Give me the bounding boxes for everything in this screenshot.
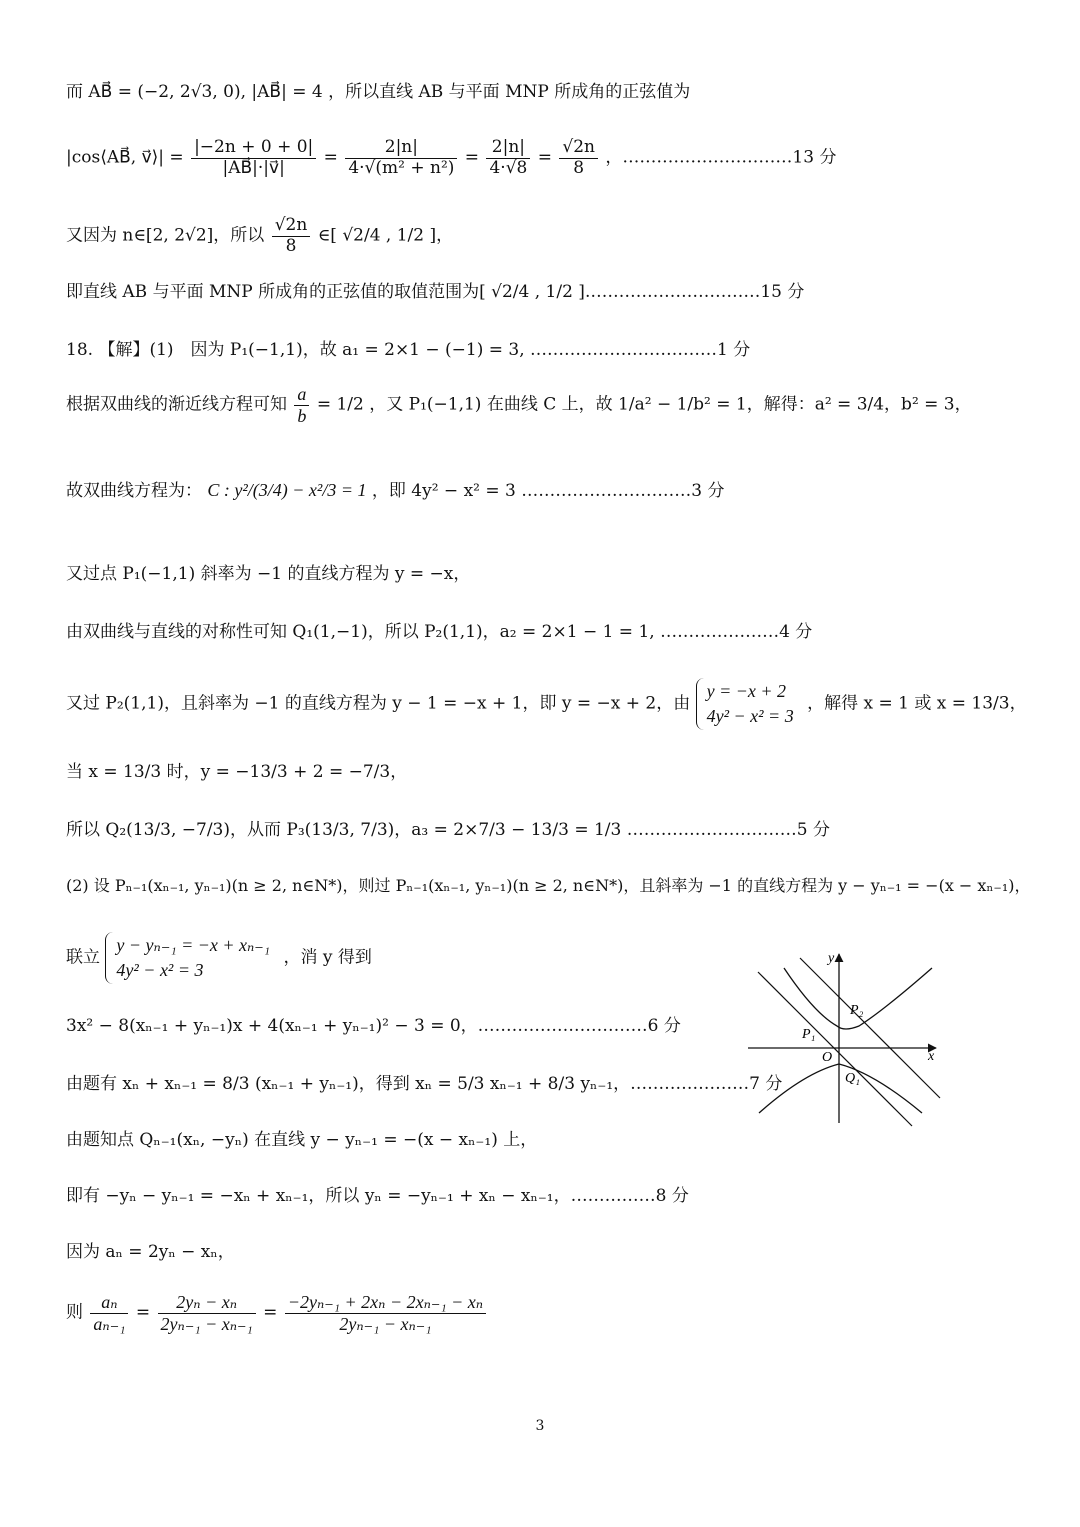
hyperbola-figure: [744, 948, 944, 1128]
text-line-19: 因为 aₙ = 2yₙ − xₙ，: [66, 1242, 235, 1262]
page-number: 3: [535, 1418, 545, 1434]
axis-x-label: x: [928, 1049, 935, 1064]
formula-cos-line: |cos⟨AB⃗, v⃗⟩| = $\frac{|-2n + 0 + 0|}{|AB⃗|\cdot|v⃗|}$ = $\frac{2|n|}{\text{4·√(m² + n²)}}$ = $\frac{2|n|}{4\cdot√8}$ = $\frac{√2n}{8}$ ，…………………………13 分: [66, 137, 837, 178]
fraction: $\frac{\text{−2yₙ₋₁ + 2xₙ − 2xₙ₋₁ − xₙ}}{\text{2yₙ₋₁ − xₙ₋₁}}$: [285, 1292, 486, 1334]
equation-system: y − yₙ₋₁ = −x + xₙ₋₁ 4y² − x² = 3: [105, 932, 278, 984]
axis-y-label: y: [828, 951, 835, 966]
q1-label: Q₁: [845, 1071, 860, 1086]
fraction: $\frac{a}{b}$: [294, 384, 309, 426]
text-line-3: 又因为 n∈[2, 2√2]，所以 $\frac{√2n}{8}$ ∈[ √2/4 , 1/2 ]，: [66, 215, 454, 256]
text-line-1: 而 AB⃗ = (−2, 2√3, 0), |AB⃗| = 4 ，所以直线 AB 与平面 MNP 所成角的正弦值为: [66, 82, 691, 102]
text-line-16: 由题有 xₙ + xₙ₋₁ = 8/3 (xₙ₋₁ + yₙ₋₁)，得到 xₙ = 5/3 xₙ₋₁ + 8/3 yₙ₋₁，…………………7 分: [66, 1074, 783, 1094]
text-line-14: 联立 y − yₙ₋₁ = −x + xₙ₋₁ 4y² − x² = 3 ，消 y 得到: [66, 932, 372, 984]
ratio-formula-line: 则 $\frac{\text{aₙ}}{\text{aₙ₋₁}}$ = $\frac{\text{2yₙ − xₙ}}{\text{2yₙ₋₁ − xₙ₋₁}}$ = $\frac{\text{−2yₙ₋₁ + 2xₙ − 2xₙ₋₁ − xₙ}}{\text{2yₙ₋₁ − xₙ₋₁}}$: [66, 1292, 488, 1334]
text-line-10: 又过 P₂(1,1)，且斜率为 −1 的直线方程为 y − 1 = −x + 1，即 y = −x + 2，由 y = −x + 2 4y² − x² = 3 ，解得 x = 1 或 x = 13/3，: [66, 678, 1027, 730]
origin-label: O: [822, 1050, 833, 1065]
fraction: $\frac{|-2n + 0 + 0|}{|AB⃗|\cdot|v⃗|}$: [191, 138, 316, 178]
fraction: $\frac{\text{2yₙ − xₙ}}{\text{2yₙ₋₁ − xₙ₋₁}}$: [158, 1292, 256, 1334]
fraction: $\frac{√2n}{8}$: [559, 138, 598, 178]
text-line-12: 所以 Q₂(13/3, −7/3)，从而 P₃(13/3, 7/3)，a₃ = 2×7/3 − 13/3 = 1/3 …………………………5 分: [66, 820, 830, 840]
text-line-8: 又过点 P₁(−1,1) 斜率为 −1 的直线方程为 y = −x，: [66, 564, 471, 584]
line-through-p1: [758, 972, 912, 1126]
equation-system: y = −x + 2 4y² − x² = 3: [696, 678, 802, 730]
text-line-11: 当 x = 13/3 时，y = −13/3 + 2 = −7/3，: [66, 762, 408, 782]
text-line-9: 由双曲线与直线的对称性可知 Q₁(1,−1)，所以 P₂(1,1)，a₂ = 2×1 − 1 = 1, …………………4 分: [66, 622, 813, 642]
fraction: $\frac{\text{aₙ}}{\text{aₙ₋₁}}$: [90, 1292, 128, 1334]
fraction: $\frac{√2n}{8}$: [272, 216, 311, 256]
text-line-6: 根据双曲线的渐近线方程可知 $\frac{a}{b}$ = 1/2 ，又 P₁(−1,1) 在曲线 C 上，故 1/a² − 1/b² = 1，解得：a² = 3/4，b² = 3，: [66, 384, 972, 426]
hyperbola-lower-branch: [759, 1064, 922, 1113]
fraction: $\frac{2|n|}{\text{4·√(m² + n²)}}$: [345, 138, 457, 178]
text-line-17: 由题知点 Qₙ₋₁(xₙ, −yₙ) 在直线 y − yₙ₋₁ = −(x − xₙ₋₁) 上，: [66, 1130, 538, 1150]
solution-18-heading: 18. 【解】(1) 因为 P₁(−1,1)，故 a₁ = 2×1 − (−1) = 3, ……………………………1 分: [66, 340, 751, 360]
p1-label: P₁: [802, 1027, 816, 1042]
text-line-18: 即有 −yₙ − yₙ₋₁ = −xₙ + xₙ₋₁，所以 yₙ = −yₙ₋₁ + xₙ − xₙ₋₁，……………8 分: [66, 1186, 689, 1206]
text-line-4: 即直线 AB 与平面 MNP 所成角的正弦值的取值范围为[ √2/4 , 1/2 ].…………………………15 分: [66, 282, 805, 302]
fraction: $\frac{2|n|}{4\cdot√8}$: [486, 138, 530, 178]
hyperbola-equation-line: 故双曲线方程为： C : y²/(3/4) − x²/3 = 1 ，即 4y² − x² = 3 …………………………3 分: [66, 480, 725, 501]
part-2-line: (2) 设 Pₙ₋₁(xₙ₋₁, yₙ₋₁)(n ≥ 2, n∈N*)，则过 Pₙ₋₁(xₙ₋₁, yₙ₋₁)(n ≥ 2, n∈N*)，且斜率为 −1 的直线方程为 y − yₙ₋₁ = −(x − xₙ₋₁)，: [66, 876, 1031, 895]
p2-label: P₂: [850, 1003, 864, 1018]
text-line-15: 3x² − 8(xₙ₋₁ + yₙ₋₁)x + 4(xₙ₋₁ + yₙ₋₁)² − 3 = 0，…………………………6 分: [66, 1016, 681, 1036]
